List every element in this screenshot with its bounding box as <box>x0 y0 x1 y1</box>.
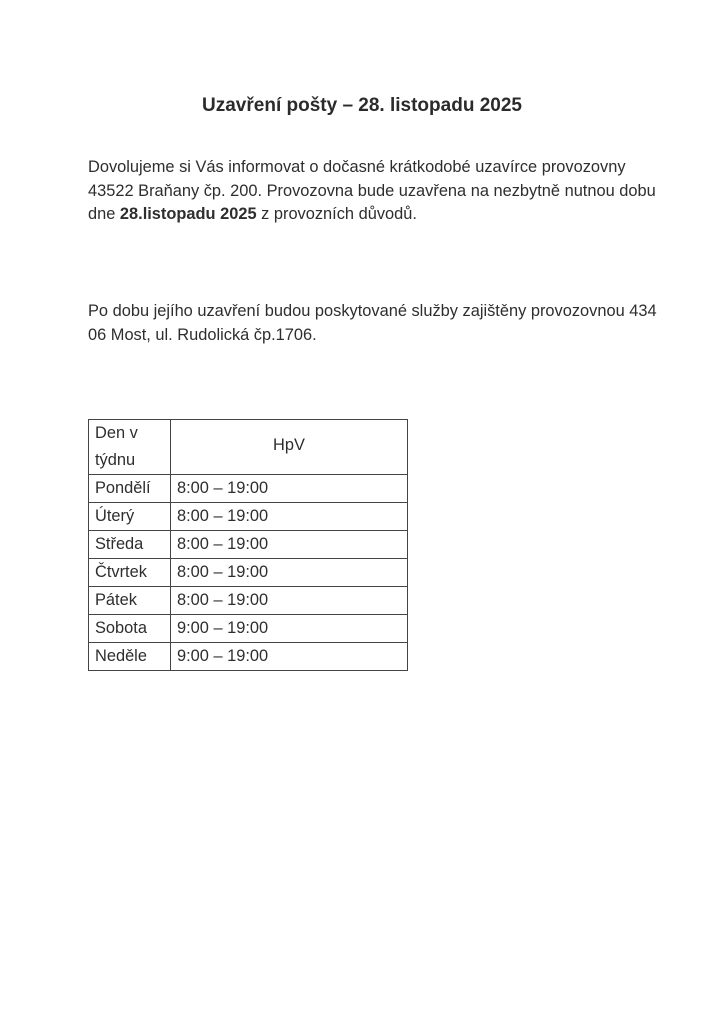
table-row <box>89 559 408 587</box>
table-row <box>89 615 408 643</box>
document-title: Uzavření pošty – 28. listopadu 2025 <box>202 95 522 116</box>
day-cell: Pondělí <box>89 475 171 503</box>
day-cell: Sobota <box>89 615 171 643</box>
hours-cell: 8:00 – 19:00 <box>171 559 408 587</box>
opening-hours-table <box>88 419 408 671</box>
table-header-row <box>89 420 408 475</box>
closure-date: 28.listopadu 2025 <box>119 205 257 223</box>
hours-cell: 9:00 – 19:00 <box>171 615 408 643</box>
day-cell: Pátek <box>89 587 171 615</box>
table-row <box>89 587 408 615</box>
alternative-branch-paragraph: Po dobu jejího uzavření budou poskytované služby zajištěny provozovnou 434 06 Most, ul. Rudolická čp.1706. <box>88 302 657 344</box>
hours-cell: 8:00 – 19:00 <box>171 531 408 559</box>
closure-notice-paragraph <box>88 156 658 227</box>
notice-text-start: Dovolujeme si Vás informovat o dočasné krátkodobé uzavírce provozovny 43522 Braňany čp. 200. Provozovna bude uzavřena na nezbytně nutnou dobu dne <box>88 158 656 223</box>
notice-text-end: z provozních důvodů. <box>256 205 417 223</box>
hours-cell: 8:00 – 19:00 <box>171 475 408 503</box>
table-row <box>89 475 408 503</box>
table-row <box>89 643 408 671</box>
day-cell: Neděle <box>89 643 171 671</box>
table-row <box>89 531 408 559</box>
hours-cell: 8:00 – 19:00 <box>171 587 408 615</box>
table-row <box>89 503 408 531</box>
day-column-header: Den v týdnu <box>89 420 171 475</box>
day-cell: Úterý <box>89 503 171 531</box>
day-cell: Čtvrtek <box>89 559 171 587</box>
hours-cell: 9:00 – 19:00 <box>171 643 408 671</box>
hours-cell: 8:00 – 19:00 <box>171 503 408 531</box>
hpv-column-header: HpV <box>171 420 408 475</box>
day-cell: Středa <box>89 531 171 559</box>
